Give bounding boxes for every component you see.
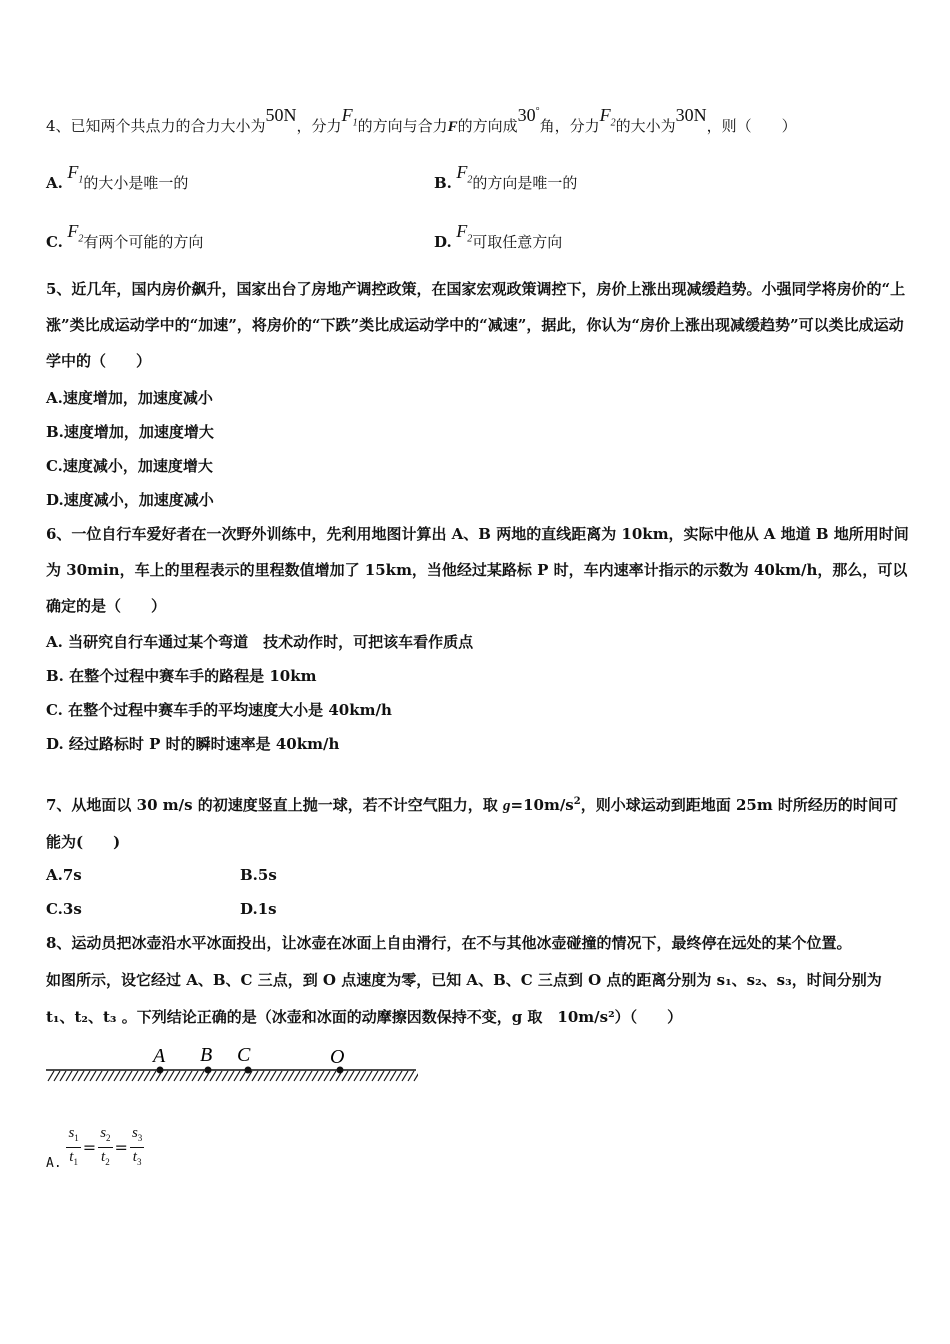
q5-option-c[interactable]: C.速度减小，加速度增大 xyxy=(46,457,213,475)
hatch-mark xyxy=(294,1071,300,1081)
option-label: A. xyxy=(46,174,63,192)
q4-f2-letter: F xyxy=(599,105,611,125)
hatch-mark xyxy=(114,1071,120,1081)
hatch-mark xyxy=(228,1071,234,1081)
q5-stem: 5、近几年，国内房价飙升，国家出台了房地产调控政策，在国家宏观政策调控下，房价上涨出现减缓趋势。小强同学将房价的“上涨”类比成运动学中的“加速”，将房价的“下跌”类比成运动学中的“减速”，据此，你认为“房价上涨出现减缓趋势”可以类比成运动学中的（ ） xyxy=(46,280,906,370)
q8-stem-line1: 8、运动员把冰壶沿水平冰面投出，让冰壶在冰面上自由滑行，在不与其他冰壶碰撞的情况下，最终停在远处的某个位置。 xyxy=(46,934,852,952)
hatch-mark xyxy=(72,1071,78,1081)
hatch-mark xyxy=(282,1071,288,1081)
hatch-mark xyxy=(132,1071,138,1081)
q7-stem xyxy=(46,784,910,860)
hatch-mark xyxy=(144,1071,150,1081)
q4-f2 xyxy=(452,221,473,245)
hatch-mark xyxy=(48,1071,54,1081)
q6-option-b[interactable]: B. 在整个过程中赛车手的路程是 10km xyxy=(46,667,317,685)
hatch-mark xyxy=(300,1071,306,1081)
q4-f1 xyxy=(63,162,84,186)
q4-force-f2: 30N xyxy=(675,105,707,125)
option-text: 有两个可能的方向 xyxy=(83,233,204,251)
q4-f2-letter: F xyxy=(456,162,468,182)
hatch-mark xyxy=(66,1071,72,1081)
q4-option-d[interactable] xyxy=(434,221,563,260)
hatch-mark xyxy=(330,1071,336,1081)
label-b: B xyxy=(200,1044,213,1066)
q4-options-row2 xyxy=(46,221,563,260)
q8-option-a[interactable] xyxy=(46,1124,144,1171)
q4-f: F xyxy=(447,119,458,135)
frac-den-letter: t xyxy=(101,1149,106,1165)
q4-f1-sub: 1 xyxy=(352,117,358,129)
frac-den-letter: t xyxy=(69,1149,74,1165)
q7-text: ，则小球运动到距地面 25m 时所经历的时间可能为( ) xyxy=(46,796,898,851)
hatch-mark xyxy=(210,1071,216,1081)
ground-hatching xyxy=(48,1071,418,1081)
hatch-mark xyxy=(84,1071,90,1081)
hatch-mark xyxy=(306,1071,312,1081)
q4-f2-letter: F xyxy=(67,221,79,241)
equals-sign: = xyxy=(82,1138,97,1157)
q4-text: 的方向与合力 xyxy=(357,117,448,135)
frac-den-sub: 2 xyxy=(105,1157,110,1167)
q4-text: 的方向成 xyxy=(457,117,518,135)
hatch-mark xyxy=(102,1071,108,1081)
q7-option-d[interactable]: D.1s xyxy=(240,900,277,918)
fraction-numerator xyxy=(130,1124,144,1148)
q6-stem: 6、一位自行车爱好者在一次野外训练中，先利用地图计算出 A、B 两地的直线距离为 10km，实际中他从 A 地道 B 地所用时间为 30min，车上的里程表示的里程数值增加了 15km，当他经过某路标 P 时，车内速率计指示的示数为 40km/h，那么，可以确定的是（ ） xyxy=(46,525,909,615)
frac-den-sub: 1 xyxy=(73,1157,78,1167)
q4-text: 4、已知两个共点力的合力大小为 xyxy=(46,117,266,135)
q7-sup: 2 xyxy=(573,796,581,807)
q6-option-c[interactable]: C. 在整个过程中赛车手的平均速度大小是 40km/h xyxy=(46,701,392,719)
q4-force-total: 50N xyxy=(265,105,297,125)
q4-f2-sub: 2 xyxy=(467,233,473,245)
fraction-denominator xyxy=(98,1148,112,1171)
hatch-mark xyxy=(414,1071,418,1081)
hatch-mark xyxy=(240,1071,246,1081)
fraction-denominator xyxy=(130,1148,144,1171)
frac-den-sub: 3 xyxy=(136,1157,142,1167)
q4-stem xyxy=(46,105,797,144)
option-text: 的方向是唯一的 xyxy=(472,174,578,192)
hatch-mark xyxy=(276,1071,282,1081)
q4-f1 xyxy=(341,105,358,129)
q7-g: g xyxy=(503,798,511,814)
hatch-mark xyxy=(402,1071,408,1081)
q4-text: ，则（ ） xyxy=(706,117,797,135)
q4-f2-sub: 2 xyxy=(78,233,84,245)
hatch-mark xyxy=(96,1071,102,1081)
hatch-mark xyxy=(312,1071,318,1081)
q5-option-d[interactable]: D.速度减小，加速度减小 xyxy=(46,491,214,509)
fraction-s3-t3 xyxy=(130,1124,144,1171)
q4-degree: ° xyxy=(535,106,540,117)
frac-num-letter: s xyxy=(131,1125,138,1141)
q7-text: 7、从地面以 30 m/s 的初速度竖直上抛一球，若不计空气阻力，取 xyxy=(46,796,503,814)
q8-stem-line2: 如图所示，设它经过 A、B、C 三点，到 O 点速度为零，已知 A、B、C 三点到 O 点的距离分别为 s₁、s₂、s₃，时间分别为 xyxy=(46,971,882,989)
q7-text: =10m/s xyxy=(510,796,574,814)
hatch-mark xyxy=(150,1071,156,1081)
q4-f1-sub: 1 xyxy=(78,174,84,186)
hatch-mark xyxy=(198,1071,204,1081)
q4-text: ，分力 xyxy=(296,117,342,135)
point-c-dot xyxy=(245,1067,252,1074)
frac-num-sub: 3 xyxy=(137,1133,143,1143)
hatch-mark xyxy=(90,1071,96,1081)
hatch-mark xyxy=(390,1071,396,1081)
q4-angle xyxy=(518,105,540,125)
equals-sign: = xyxy=(114,1138,128,1157)
hatch-mark xyxy=(192,1071,198,1081)
fraction-numerator xyxy=(66,1124,80,1148)
hatch-mark xyxy=(378,1071,384,1081)
option-text: 的大小是唯一的 xyxy=(83,174,189,192)
q7-option-b[interactable]: B.5s xyxy=(240,866,277,884)
point-a-dot xyxy=(157,1067,164,1074)
option-label: D. xyxy=(434,233,452,251)
q4-f1-letter: F xyxy=(67,162,79,182)
hatch-mark xyxy=(252,1071,258,1081)
hatch-mark xyxy=(174,1071,180,1081)
q5-option-a[interactable]: A.速度增加，加速度减小 xyxy=(46,389,213,407)
q4-f2 xyxy=(452,162,473,186)
q6-option-d[interactable]: D. 经过路标时 P 时的瞬时速率是 40km/h xyxy=(46,735,340,753)
q4-f2-sub: 2 xyxy=(610,117,616,129)
q4-option-a[interactable] xyxy=(46,162,189,192)
frac-num-sub: 2 xyxy=(106,1133,111,1143)
q4-option-c[interactable] xyxy=(46,221,204,251)
option-label: A. xyxy=(46,1156,62,1171)
hatch-mark xyxy=(186,1071,192,1081)
label-a: A xyxy=(153,1045,166,1067)
q4-f2-letter: F xyxy=(456,221,468,241)
q4-option-b[interactable] xyxy=(434,162,578,201)
q4-text: 角，分力 xyxy=(539,117,600,135)
hatch-mark xyxy=(180,1071,186,1081)
q7-option-a[interactable]: A.7s xyxy=(46,866,82,884)
hatch-mark xyxy=(126,1071,132,1081)
hatch-mark xyxy=(222,1071,228,1081)
hatch-mark xyxy=(270,1071,276,1081)
hatch-mark xyxy=(288,1071,294,1081)
q4-angle-value: 30 xyxy=(517,105,536,125)
hatch-mark xyxy=(342,1071,348,1081)
hatch-mark xyxy=(360,1071,366,1081)
fraction-denominator xyxy=(66,1148,80,1171)
hatch-mark xyxy=(54,1071,60,1081)
label-o: O xyxy=(330,1046,345,1068)
frac-den-letter: t xyxy=(132,1149,137,1165)
q8-stem-line3: t₁、t₂、t₃ 。下列结论正确的是（冰壶和冰面的动摩擦因数保持不变，g 取 10m/s²）（ ） xyxy=(46,1008,683,1026)
hatch-mark xyxy=(372,1071,378,1081)
q4-options-row1 xyxy=(46,162,578,201)
hatch-mark xyxy=(396,1071,402,1081)
point-b-dot xyxy=(205,1067,212,1074)
q4-f2-sub: 2 xyxy=(467,174,473,186)
frac-num-sub: 1 xyxy=(74,1133,79,1143)
hatch-mark xyxy=(318,1071,324,1081)
hatch-mark xyxy=(108,1071,114,1081)
hatch-mark xyxy=(138,1071,144,1081)
option-text: 可取任意方向 xyxy=(472,233,563,251)
q4-f2 xyxy=(63,221,84,245)
hatch-mark xyxy=(60,1071,66,1081)
hatch-mark xyxy=(120,1071,126,1081)
fraction-s1-t1 xyxy=(66,1124,80,1171)
q7-option-c[interactable]: C.3s xyxy=(46,900,82,918)
hatch-mark xyxy=(258,1071,264,1081)
hatch-mark xyxy=(216,1071,222,1081)
q7-options-row1 xyxy=(46,865,277,885)
q4-text: 的大小为 xyxy=(615,117,676,135)
q6-option-a[interactable]: A. 当研究自行车通过某个弯道 技术动作时，可把该车看作质点 xyxy=(46,633,474,651)
curling-figure xyxy=(44,1040,418,1086)
hatch-mark xyxy=(366,1071,372,1081)
hatch-mark xyxy=(168,1071,174,1081)
q7-options-row2 xyxy=(46,899,277,919)
fraction-s2-t2 xyxy=(98,1124,112,1171)
hatch-mark xyxy=(234,1071,240,1081)
hatch-mark xyxy=(264,1071,270,1081)
hatch-mark xyxy=(354,1071,360,1081)
fraction-numerator xyxy=(98,1124,112,1148)
hatch-mark xyxy=(348,1071,354,1081)
option-label: B. xyxy=(434,174,452,192)
hatch-mark xyxy=(324,1071,330,1081)
q4-f2 xyxy=(599,105,616,129)
hatch-mark xyxy=(162,1071,168,1081)
q4-f1-letter: F xyxy=(341,105,353,125)
hatch-mark xyxy=(78,1071,84,1081)
q5-option-b[interactable]: B.速度增加，加速度增大 xyxy=(46,423,214,441)
label-c: C xyxy=(237,1044,251,1066)
option-label: C. xyxy=(46,233,63,251)
hatch-mark xyxy=(384,1071,390,1081)
hatch-mark xyxy=(408,1071,414,1081)
frac-num-letter: s xyxy=(68,1125,75,1141)
frac-num-letter: s xyxy=(100,1125,107,1141)
